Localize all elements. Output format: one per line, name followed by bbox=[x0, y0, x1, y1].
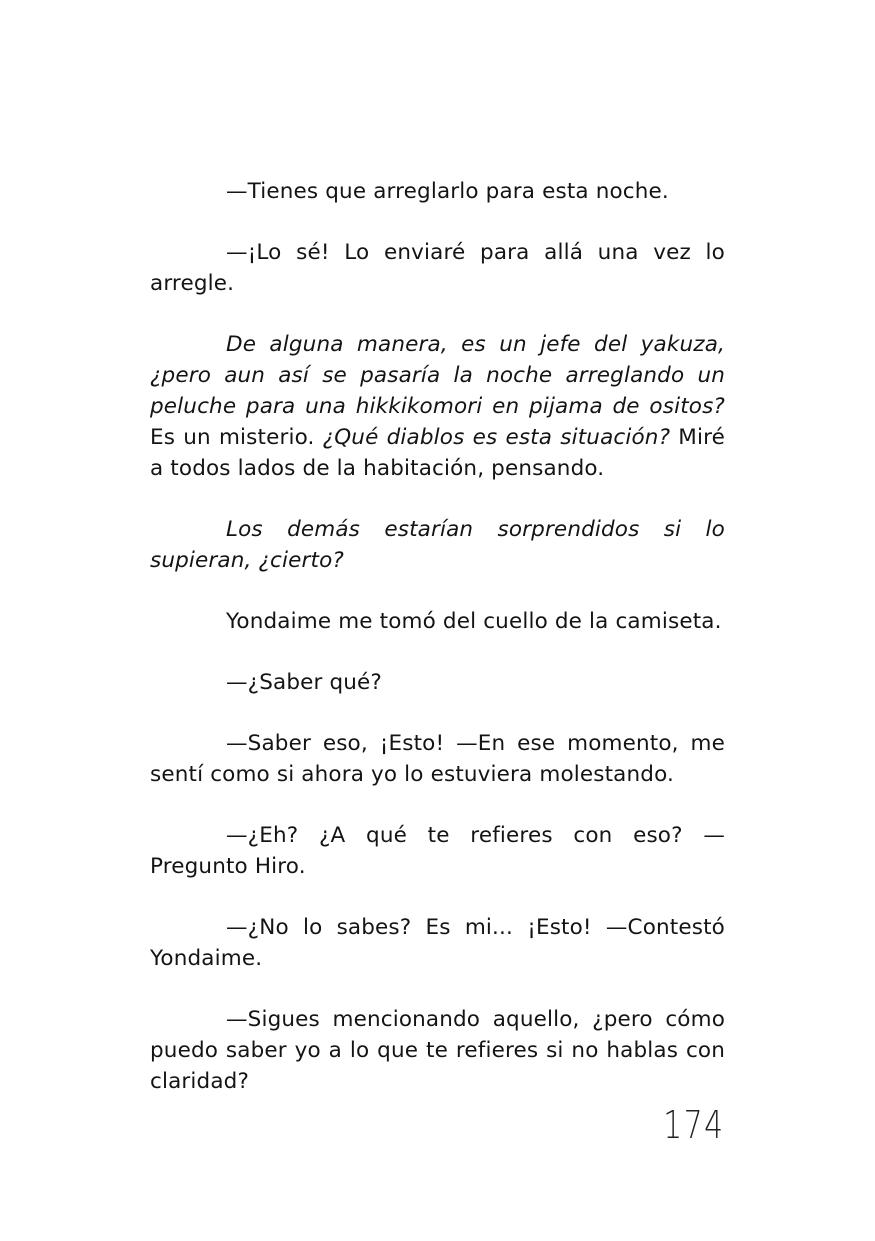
paragraph bbox=[150, 728, 725, 790]
paragraph bbox=[150, 176, 725, 207]
paragraph bbox=[150, 1004, 725, 1097]
paragraph bbox=[150, 329, 725, 484]
paragraph-text-italic: Los demás estarían sorprendidos si lo supieran, ¿cierto? bbox=[150, 517, 725, 573]
paragraph-text: —Tienes que arreglarlo para esta noche. bbox=[226, 179, 669, 204]
paragraph bbox=[150, 912, 725, 974]
paragraph-text: —¿No lo sabes? Es mi... ¡Esto! —Contestó Yondaime. bbox=[150, 915, 725, 971]
paragraph-text: —Sigues mencionando aquello, ¿pero cómo puedo saber yo a lo que te refieres si no hablas con claridad? bbox=[150, 1007, 725, 1094]
paragraph-text: —¿Eh? ¿A qué te refieres con eso? —Pregunto Hiro. bbox=[150, 823, 725, 879]
page-number: 174 bbox=[663, 1103, 725, 1147]
paragraph-text: Yondaime me tomó del cuello de la camiseta. bbox=[226, 609, 722, 634]
paragraph-text-italic: De alguna manera, es un jefe del yakuza, ¿pero aun así se pasaría la noche arreglando un peluche para una hikkikomori en pijama de ositos? bbox=[150, 332, 725, 419]
paragraph-text: Es un misterio. bbox=[150, 425, 323, 450]
paragraph-text: —¿Saber qué? bbox=[226, 670, 382, 695]
paragraph bbox=[150, 237, 725, 299]
paragraph bbox=[150, 820, 725, 882]
paragraph bbox=[150, 514, 725, 576]
paragraph bbox=[150, 606, 725, 637]
page-body bbox=[150, 176, 725, 1127]
paragraph-text: —¡Lo sé! Lo enviaré para allá una vez lo arregle. bbox=[150, 240, 725, 296]
paragraph-text: —Saber eso, ¡Esto! —En ese momento, me sentí como si ahora yo lo estuviera molestando. bbox=[150, 731, 725, 787]
paragraph bbox=[150, 667, 725, 698]
paragraph-text: Miré a todos lados de la habitación, pensando. bbox=[150, 425, 726, 481]
paragraph-text-italic: ¿Qué diablos es esta situación? bbox=[322, 425, 671, 450]
